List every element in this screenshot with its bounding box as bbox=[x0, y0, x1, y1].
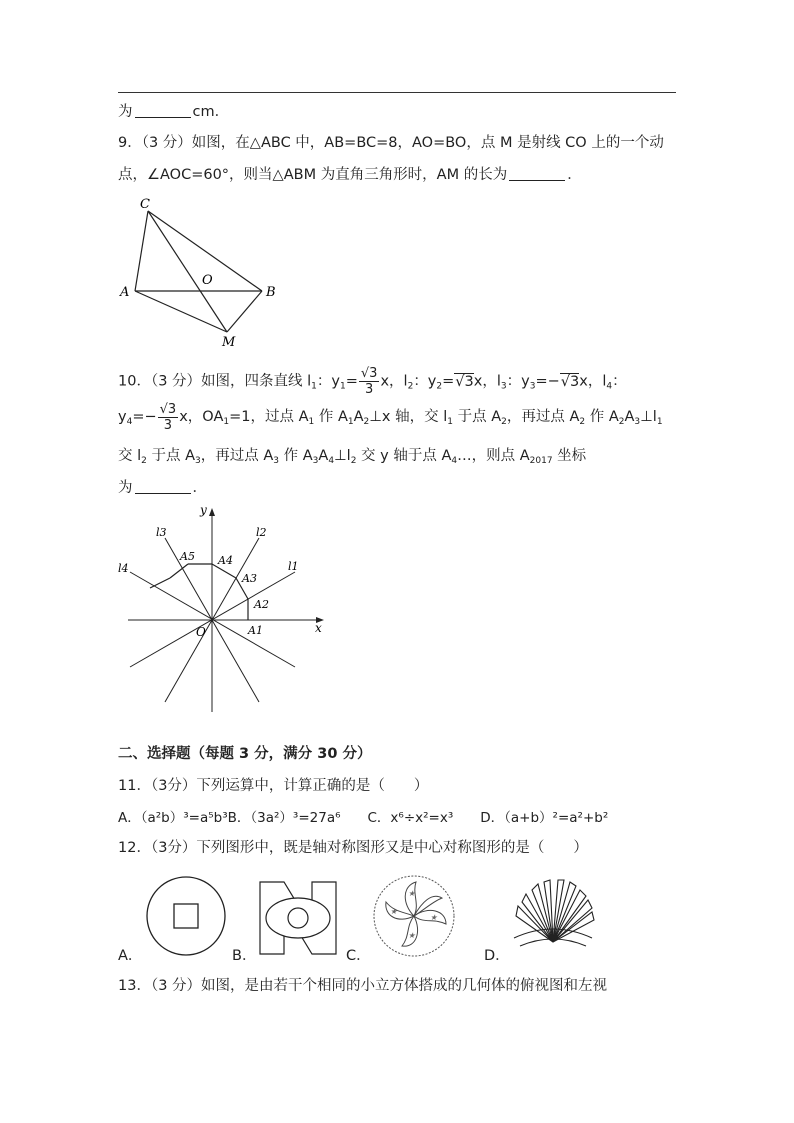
q11-stem: 11．（3分）下列运算中，计算正确的是（ ） bbox=[118, 778, 429, 794]
q13-stem: 13．（3 分）如图，是由若干个相同的小立方体搭成的几何体的俯视图和左视 bbox=[118, 978, 608, 994]
svg-text:★: ★ bbox=[390, 907, 398, 916]
q8-tail: 为 cm． bbox=[118, 104, 230, 120]
q11-options: A．（a²b）³=a⁵b³B．（3a²）³=27a⁶ C．x⁶÷x²=x³ D．（a+b）²=a²+b² bbox=[118, 810, 609, 826]
svg-text:★: ★ bbox=[430, 913, 438, 922]
q12-stem: 12．（3分）下列图形中，既是轴对称图形又是中心对称图形的是（ ） bbox=[118, 840, 588, 856]
label-y: y bbox=[200, 503, 207, 517]
q12-option-a-label: A． bbox=[118, 948, 143, 964]
q10-line2: $y_4=-$ $\frac{√3}{3}$ x，$OA_1=1$，过点 $A_1$ 作 $A_1A_2\perp x$ 轴，交 $l_1$ 于点 $A_2$，再过点 $A_2$ 作 $A_2A_3\perp l_1$ bbox=[118, 401, 663, 433]
header-rule bbox=[118, 92, 676, 93]
label-M: M bbox=[222, 335, 236, 350]
answer-blank bbox=[135, 479, 191, 494]
label-x: x bbox=[315, 621, 322, 635]
answer-blank bbox=[135, 103, 191, 118]
q12-option-b-label: B． bbox=[232, 948, 257, 964]
answer-blank bbox=[509, 166, 565, 181]
q10-coordinate-figure bbox=[110, 500, 340, 720]
y-axis-arrow bbox=[209, 508, 215, 516]
section-title: 二、选择题（每题 3 分，满分 30 分） bbox=[118, 746, 372, 762]
q10-line4: 为 ． bbox=[118, 480, 207, 496]
q12-option-d-label: D． bbox=[484, 948, 510, 964]
label-l4: l4 bbox=[118, 562, 129, 575]
label-A: A bbox=[120, 285, 130, 300]
fraction: $\frac{√3}{3}$ bbox=[360, 366, 378, 397]
label-A5: A5 bbox=[180, 550, 195, 563]
q10-line3: 交 $l_2$ 于点 $A_3$，再过点 $A_3$ 作 $A_3A_4\perp l_2$ 交 y 轴于点 $A_4\dots$，则点 $A_{2017}$ 坐标 bbox=[118, 448, 587, 466]
label-A1: A1 bbox=[248, 624, 263, 637]
label-O: O bbox=[202, 273, 213, 288]
label-l2: l2 bbox=[256, 526, 267, 539]
q12-option-d-figure bbox=[508, 876, 598, 954]
q12-option-a-figure bbox=[145, 875, 227, 957]
label-C: C bbox=[140, 197, 150, 212]
label-l1: l1 bbox=[288, 560, 299, 573]
q12-option-b-figure bbox=[258, 880, 338, 956]
svg-text:★: ★ bbox=[408, 931, 416, 940]
label-A4: A4 bbox=[218, 554, 233, 567]
fraction: $\frac{√3}{3}$ bbox=[159, 401, 177, 433]
q12-option-c-figure bbox=[372, 874, 456, 958]
q12-option-c-label: C． bbox=[346, 948, 371, 964]
label-B: B bbox=[266, 285, 276, 300]
q10-line1: 10．（3 分）如图，四条直线 $l_1$：$y_1=$ $\frac{√3}{3}$ x，$l_2$：$y_2=√3x$，$l_3$：$y_3=-√3x$，$l_4$： bbox=[118, 366, 627, 397]
label-A2: A2 bbox=[254, 598, 269, 611]
q9-line2: 点，∠AOC=60°，则当△ABM 为直角三角形时，AM 的长为 ． bbox=[118, 167, 582, 183]
q9-triangle-figure bbox=[110, 192, 290, 354]
label-A3: A3 bbox=[242, 572, 257, 585]
label-l3: l3 bbox=[156, 526, 167, 539]
q9-line1: 9．（3 分）如图，在△ABC 中，AB=BC=8，AO=BO，点 M 是射线 CO 上的一个动 bbox=[118, 135, 664, 151]
label-O: O bbox=[196, 625, 206, 639]
svg-text:★: ★ bbox=[408, 889, 416, 898]
